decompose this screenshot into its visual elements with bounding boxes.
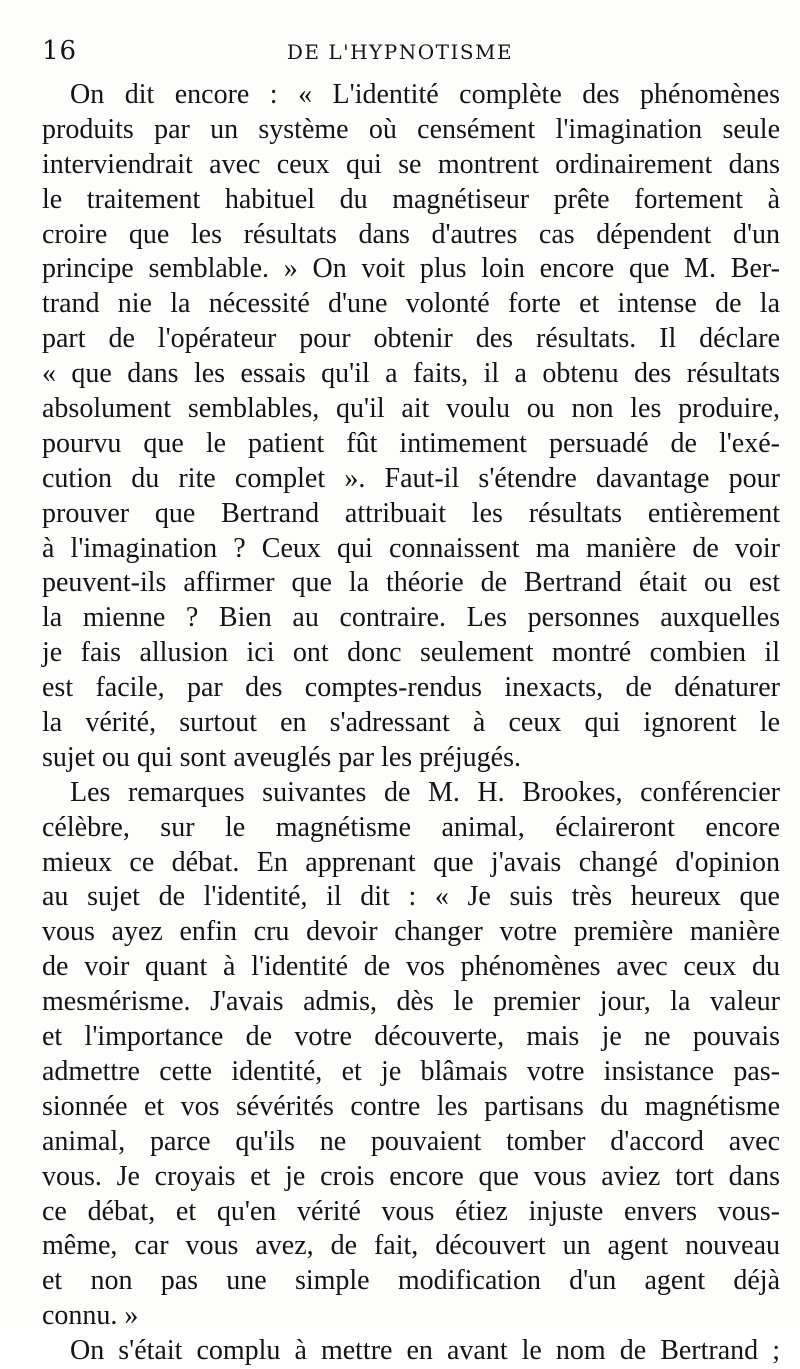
text-line: la vérité, surtout en s'adressant à ceux qui ignorent le bbox=[42, 707, 780, 739]
text-line: cution du rite complet ». Faut-il s'étendre davantage pour bbox=[42, 462, 780, 494]
text-line: croire que les résultats dans d'autres cas dépendent d'un bbox=[42, 218, 780, 250]
page-number: 16 bbox=[42, 36, 78, 66]
text-line: produits par un système où censément l'imagination seule bbox=[42, 113, 780, 145]
text-line: vous. Je croyais et je crois encore que vous aviez tort dans bbox=[42, 1160, 780, 1192]
text-line: interviendrait avec ceux qui se montrent ordinairement dans bbox=[42, 148, 780, 180]
paragraph-end-line: connu. » bbox=[42, 1300, 139, 1332]
text-line: sionnée et vos sévérités contre les partisans du magnétisme bbox=[42, 1090, 780, 1122]
text-line: part de l'opérateur pour obtenir des résultats. Il déclare bbox=[42, 323, 780, 355]
text-line: principe semblable. » On voit plus loin encore que M. Ber- bbox=[42, 253, 780, 285]
text-line: de voir quant à l'identité de vos phénomènes avec ceux du bbox=[42, 951, 780, 983]
running-title: DE L'HYPNOTISME bbox=[286, 40, 514, 64]
text-line: ce débat, et qu'en vérité vous étiez injuste envers vous- bbox=[42, 1195, 780, 1227]
text-line: mieux ce débat. En apprenant que j'avais changé d'opinion bbox=[42, 846, 780, 878]
text-line: peuvent-ils affirmer que la théorie de Bertrand était ou est bbox=[42, 567, 780, 599]
text-line: « que dans les essais qu'il a faits, il a obtenu des résultats bbox=[42, 358, 780, 390]
text-line: et non pas une simple modification d'un agent déjà bbox=[42, 1265, 780, 1297]
text-line: au sujet de l'identité, il dit : « Je suis très heureux que bbox=[42, 881, 780, 913]
text-line: célèbre, sur le magnétisme animal, éclaireront encore bbox=[42, 811, 780, 843]
text-line: prouver que Bertrand attribuait les résultats entièrement bbox=[42, 497, 780, 529]
text-line: mesmérisme. J'avais admis, dès le premier jour, la valeur bbox=[42, 986, 780, 1018]
text-line: le traitement habituel du magnétiseur prête fortement à bbox=[42, 183, 780, 215]
body-text bbox=[42, 78, 780, 1369]
text-line: je fais allusion ici ont donc seulement montré combien il bbox=[42, 637, 780, 669]
text-line: On s'était complu à mettre en avant le nom de Bertrand ; bbox=[70, 1335, 780, 1367]
text-line: absolument semblables, qu'il ait voulu ou non les produire, bbox=[42, 393, 780, 425]
text-line: est facile, par des comptes-rendus inexacts, de dénaturer bbox=[42, 672, 780, 704]
text-line: vous ayez enfin cru devoir changer votre première manière bbox=[42, 916, 780, 948]
text-line: animal, parce qu'ils ne pouvaient tomber d'accord avec bbox=[42, 1125, 780, 1157]
text-line: trand nie la nécessité d'une volonté forte et intense de la bbox=[42, 288, 780, 320]
text-line: Les remarques suivantes de M. H. Brookes, conférencier bbox=[70, 776, 780, 808]
text-line: On dit encore : « L'identité complète des phénomènes bbox=[70, 79, 780, 110]
paragraph-end-line: sujet ou qui sont aveuglés par les préjugés. bbox=[42, 741, 522, 773]
text-line: admettre cette identité, et je blâmais votre insistance pas- bbox=[42, 1055, 780, 1087]
running-head bbox=[42, 36, 758, 76]
text-line: même, car vous avez, de fait, découvert un agent nouveau bbox=[42, 1230, 780, 1262]
text-line: et l'importance de votre découverte, mais je ne pouvais bbox=[42, 1021, 780, 1053]
text-line: la mienne ? Bien au contraire. Les personnes auxquelles bbox=[42, 602, 780, 634]
text-line: à l'imagination ? Ceux qui connaissent ma manière de voir bbox=[42, 532, 780, 564]
text-line: pourvu que le patient fût intimement persuadé de l'exé- bbox=[42, 427, 780, 459]
